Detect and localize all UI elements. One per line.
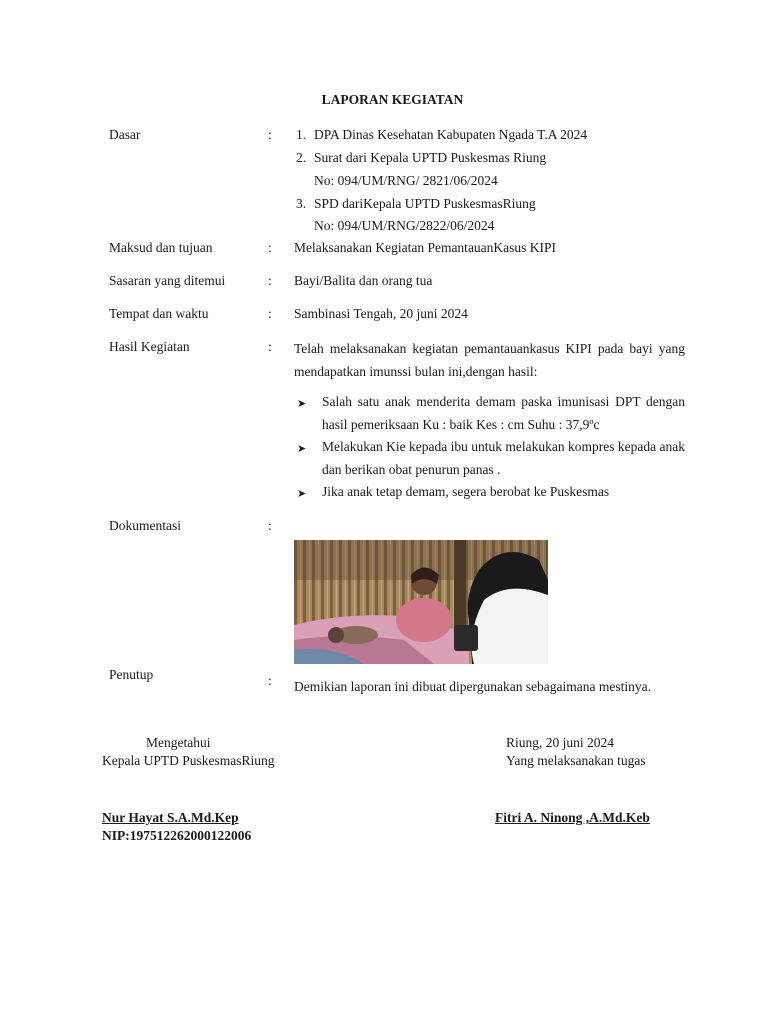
- arrow-bullet-icon: ➤: [297, 398, 307, 410]
- signature-left-position: Kepala UPTD PuskesmasRiung: [102, 753, 275, 768]
- hasil-bullet: Jika anak tetap demam, segera berobat ke Puskesmas: [322, 484, 610, 499]
- dasar-item-text: DPA Dinas Kesehatan Kabupaten Ngada T.A 2024: [314, 127, 588, 142]
- maksud-label: Maksud dan tujuan: [109, 240, 213, 255]
- arrow-bullet-icon: ➤: [297, 443, 307, 455]
- colon: :: [268, 673, 272, 688]
- hasil-label: Hasil Kegiatan: [109, 339, 190, 354]
- signature-left-mengetahui: Mengetahui: [146, 735, 211, 750]
- documentation-photo: [294, 540, 548, 664]
- colon: :: [268, 127, 272, 142]
- sasaran-label: Sasaran yang ditemui: [109, 273, 226, 288]
- penutup-value: Demikian laporan ini dibuat dipergunakan sebagaimana mestinya.: [294, 679, 652, 694]
- signature-right-name: Fitri A. Ninong ,A.Md.Keb: [495, 810, 650, 825]
- colon: :: [268, 518, 272, 533]
- report-title: LAPORAN KEGIATAN: [321, 92, 464, 107]
- colon: :: [268, 339, 272, 354]
- signature-right-date: Riung, 20 juni 2024: [506, 735, 615, 750]
- dokumentasi-label: Dokumentasi: [109, 518, 181, 533]
- dasar-item-number: 1.: [296, 127, 307, 142]
- penutup-label: Penutup: [109, 667, 154, 682]
- dasar-item-text: No: 094/UM/RNG/ 2821/06/2024: [314, 173, 498, 188]
- dasar-item-text: SPD dariKepala UPTD PuskesmasRiung: [314, 196, 536, 211]
- colon: :: [268, 240, 272, 255]
- colon: :: [268, 273, 272, 288]
- signature-right-position: Yang melaksanakan tugas: [506, 753, 646, 768]
- hasil-bullet: Salah satu anak menderita demam paska imunisasi DPT dengan hasil pemeriksaan Ku : baik Kes : cm Suhu : 37,9ºc: [322, 394, 685, 432]
- dasar-label: Dasar: [109, 127, 141, 142]
- dasar-item-number: 2.: [296, 150, 307, 165]
- tempat-value: Sambinasi Tengah, 20 juni 2024: [294, 306, 468, 321]
- colon: :: [268, 306, 272, 321]
- dasar-item-text: Surat dari Kepala UPTD Puskesmas Riung: [314, 150, 547, 165]
- arrow-bullet-icon: ➤: [297, 488, 307, 500]
- sasaran-value: Bayi/Balita dan orang tua: [294, 273, 433, 288]
- dasar-item-number: 3.: [296, 196, 307, 211]
- signature-left-nip: NIP:197512262000122006: [102, 828, 252, 843]
- dasar-item-text: No: 094/UM/RNG/2822/06/2024: [314, 218, 495, 233]
- tempat-label: Tempat dan waktu: [109, 306, 209, 321]
- hasil-intro: Telah melaksanakan kegiatan pemantauankasus KIPI pada bayi yang mendapatkan imunssi bulan ini,dengan hasil:: [294, 341, 685, 379]
- maksud-value: Melaksanakan Kegiatan PemantauanKasus KIPI: [294, 240, 557, 255]
- signature-left-name: Nur Hayat S.A.Md.Kep: [102, 810, 239, 825]
- hasil-bullet: Melakukan Kie kepada ibu untuk melakukan kompres kepada anak dan berikan obat penurun panas .: [322, 439, 685, 477]
